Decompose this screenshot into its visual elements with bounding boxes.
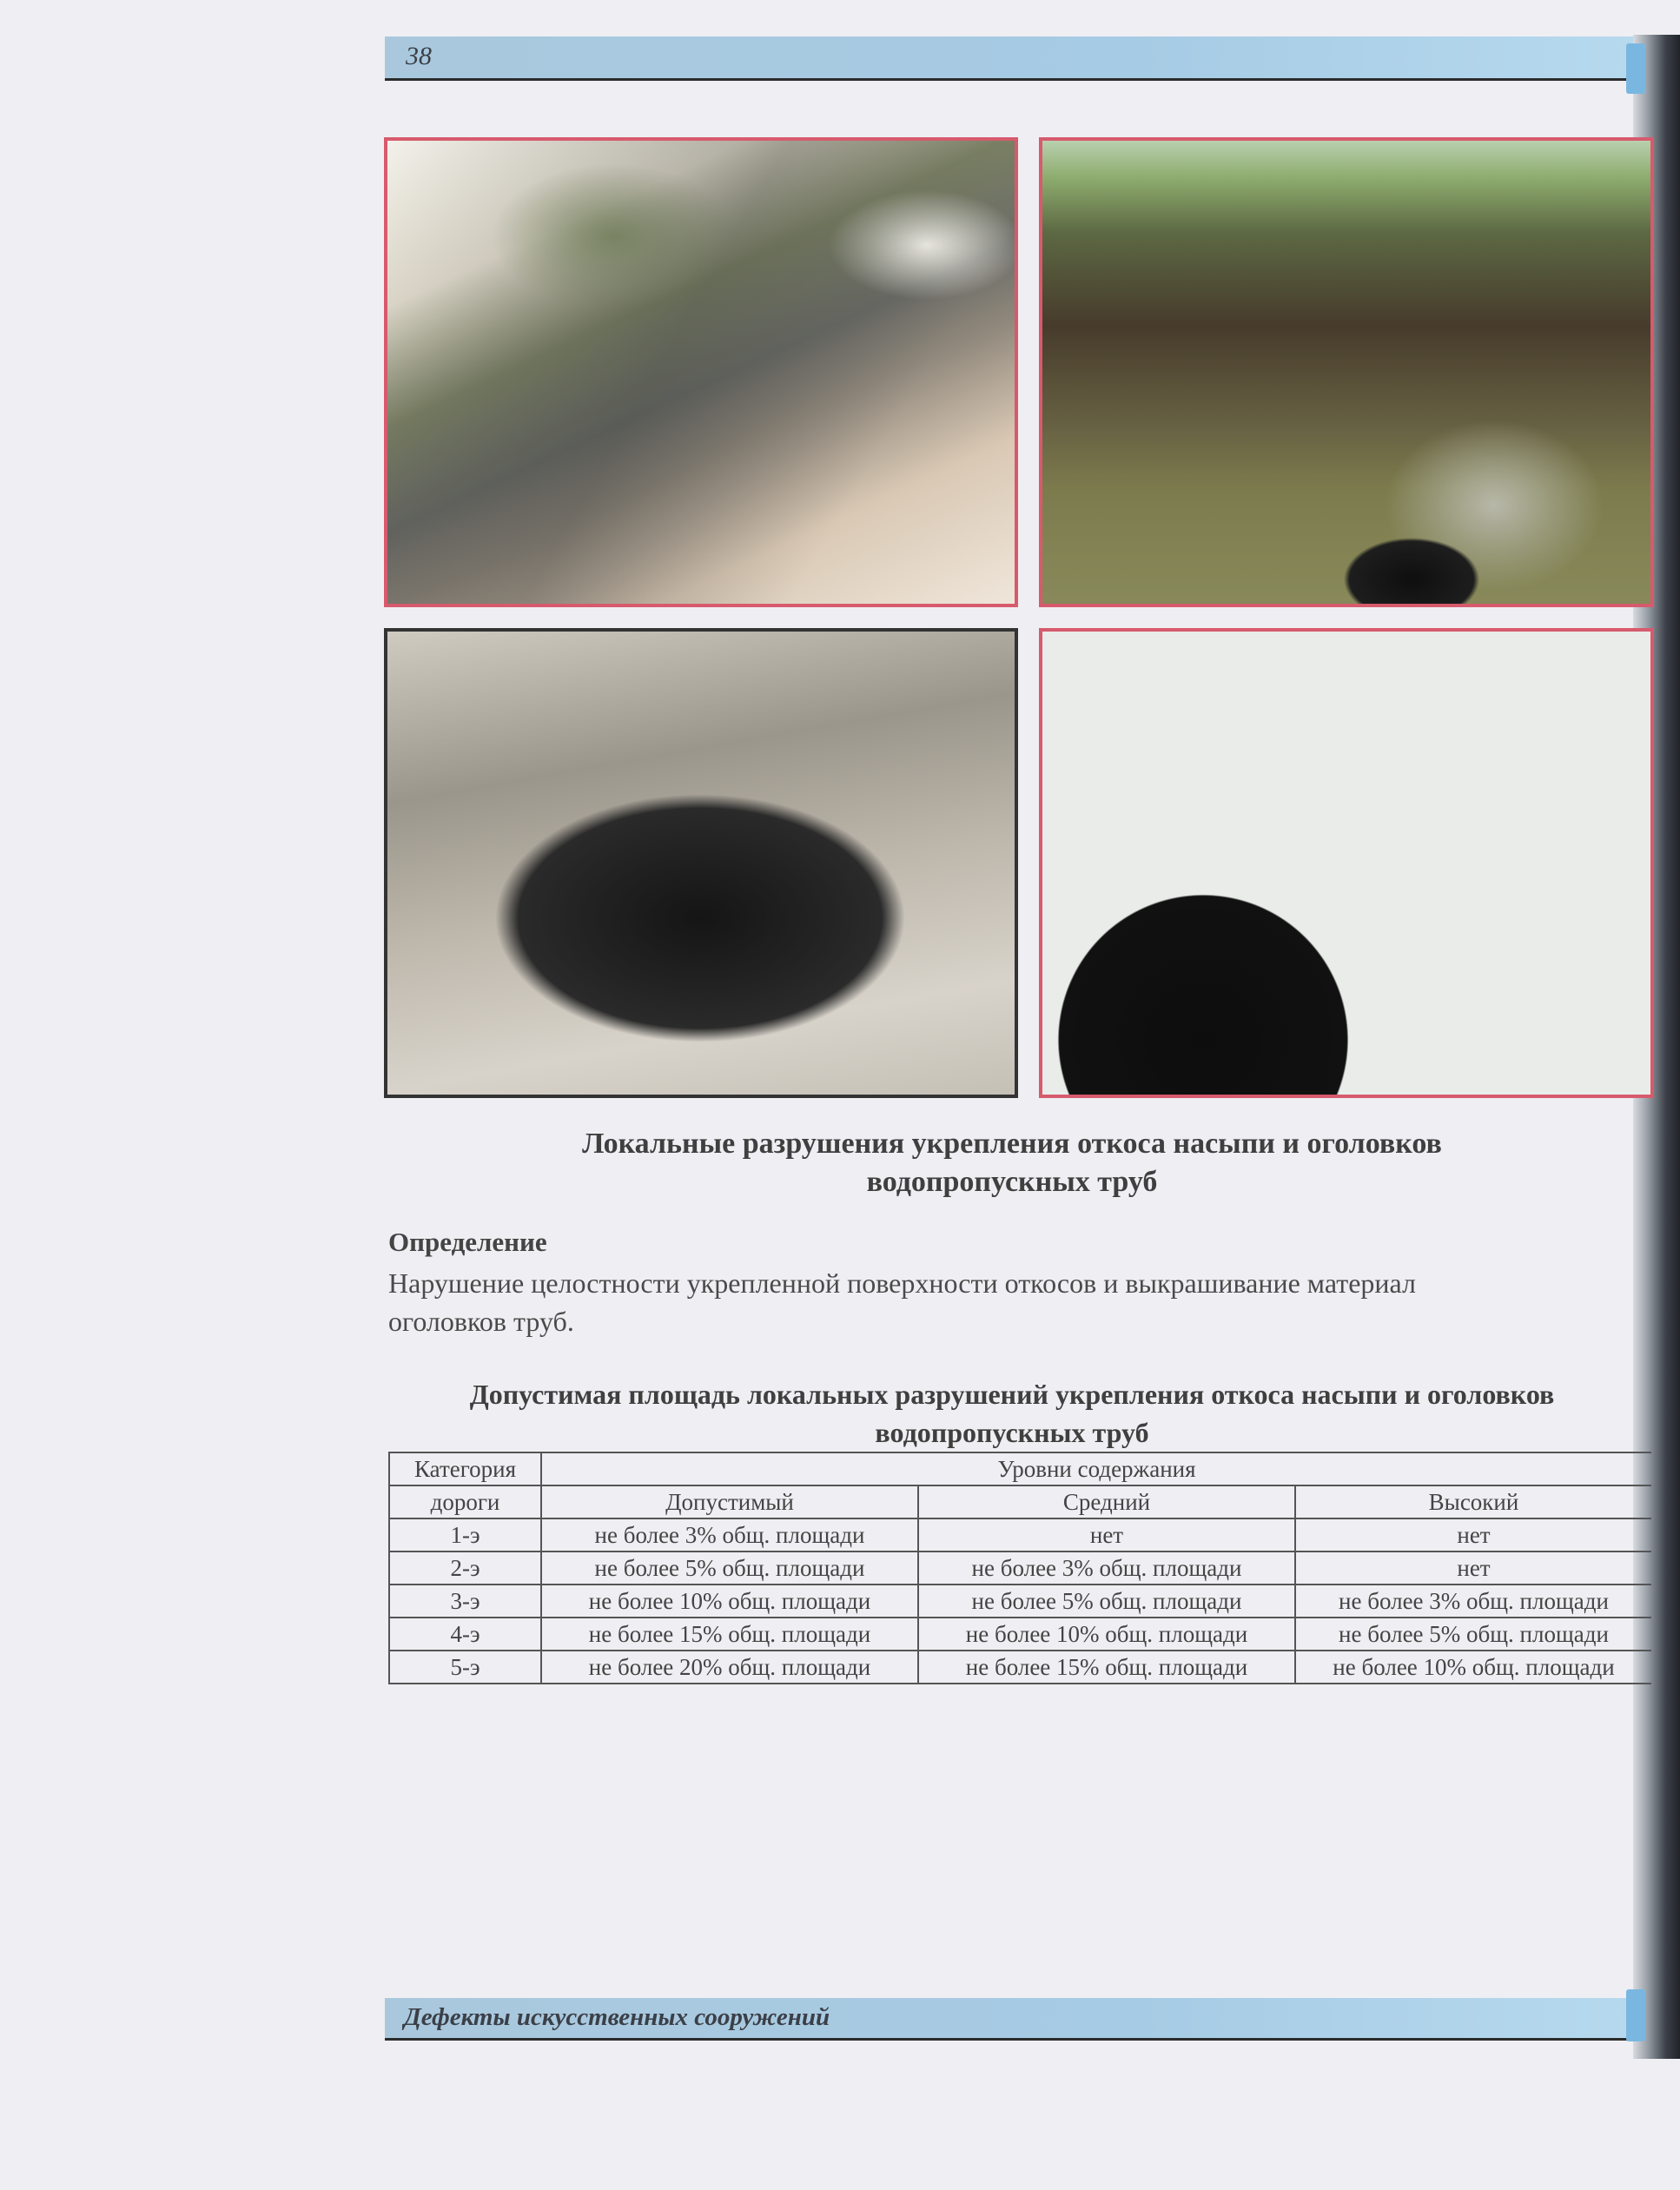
header-level-permissible: Допустимый bbox=[541, 1485, 918, 1518]
page-header-bar bbox=[385, 36, 1633, 81]
definition-text bbox=[388, 1264, 1648, 1340]
cell-medium: не более 10% общ. площади bbox=[918, 1618, 1295, 1651]
cell-high: не более 10% общ. площади bbox=[1295, 1651, 1651, 1684]
photo-embankment-slope bbox=[384, 137, 1018, 607]
cell-permissible: не более 20% общ. площади bbox=[541, 1651, 918, 1684]
header-level-medium: Средний bbox=[918, 1485, 1295, 1518]
cell-category: 5-э bbox=[389, 1651, 541, 1684]
table-row bbox=[389, 1518, 1651, 1552]
section-title-line2: водопропускных труб bbox=[866, 1166, 1158, 1198]
cell-permissible: не более 10% общ. площади bbox=[541, 1585, 918, 1618]
page-number: 38 bbox=[406, 42, 432, 70]
photo-pipe-heads-damaged bbox=[1039, 628, 1654, 1098]
cell-category: 2-э bbox=[389, 1552, 541, 1585]
cell-category: 1-э bbox=[389, 1518, 541, 1552]
photo-culvert-head-eroded bbox=[1039, 137, 1654, 607]
cell-medium: не более 3% общ. площади bbox=[918, 1552, 1295, 1585]
table-row bbox=[389, 1651, 1651, 1684]
cell-category: 4-э bbox=[389, 1618, 541, 1651]
cell-high: нет bbox=[1295, 1518, 1651, 1552]
tolerance-table bbox=[388, 1452, 1651, 1684]
table-title bbox=[387, 1375, 1637, 1452]
cell-permissible: не более 15% общ. площади bbox=[541, 1618, 918, 1651]
cell-medium: не более 5% общ. площади bbox=[918, 1585, 1295, 1618]
section-title-line1: Локальные разрушения укрепления откоса насыпи и оголовков bbox=[582, 1128, 1442, 1160]
cell-high: нет bbox=[1295, 1552, 1651, 1585]
cell-high: не более 3% общ. площади bbox=[1295, 1585, 1651, 1618]
table-row bbox=[389, 1618, 1651, 1651]
header-category-line1: Категория bbox=[389, 1452, 541, 1485]
footer-title: Дефекты искусственных сооружений bbox=[404, 2003, 830, 2031]
table-title-line2: водопропускных труб bbox=[875, 1417, 1149, 1448]
cell-medium: не более 15% общ. площади bbox=[918, 1651, 1295, 1684]
table-row bbox=[389, 1552, 1651, 1585]
header-edge-tab bbox=[1626, 43, 1645, 94]
header-level-high: Высокий bbox=[1295, 1485, 1651, 1518]
page-footer-bar bbox=[385, 1998, 1633, 2041]
header-levels-group: Уровни содержания bbox=[541, 1452, 1651, 1485]
footer-edge-tab bbox=[1626, 1989, 1645, 2041]
cell-medium: нет bbox=[918, 1518, 1295, 1552]
photo-box-culvert bbox=[384, 628, 1018, 1098]
table-title-line1: Допустимая площадь локальных разрушений укрепления откоса насыпи и оголовков bbox=[469, 1379, 1555, 1410]
table-row bbox=[389, 1585, 1651, 1618]
header-category-line2: дороги bbox=[389, 1485, 541, 1518]
definition-heading: Определение bbox=[388, 1227, 547, 1257]
definition-text-line1: Нарушение целостности укрепленной поверхности откосов и выкрашивание материал bbox=[388, 1267, 1416, 1299]
definition-text-line2: оголовков труб. bbox=[388, 1306, 574, 1337]
cell-permissible: не более 5% общ. площади bbox=[541, 1552, 918, 1585]
cell-high: не более 5% общ. площади bbox=[1295, 1618, 1651, 1651]
cell-permissible: не более 3% общ. площади bbox=[541, 1518, 918, 1552]
cell-category: 3-э bbox=[389, 1585, 541, 1618]
section-title bbox=[387, 1125, 1637, 1201]
